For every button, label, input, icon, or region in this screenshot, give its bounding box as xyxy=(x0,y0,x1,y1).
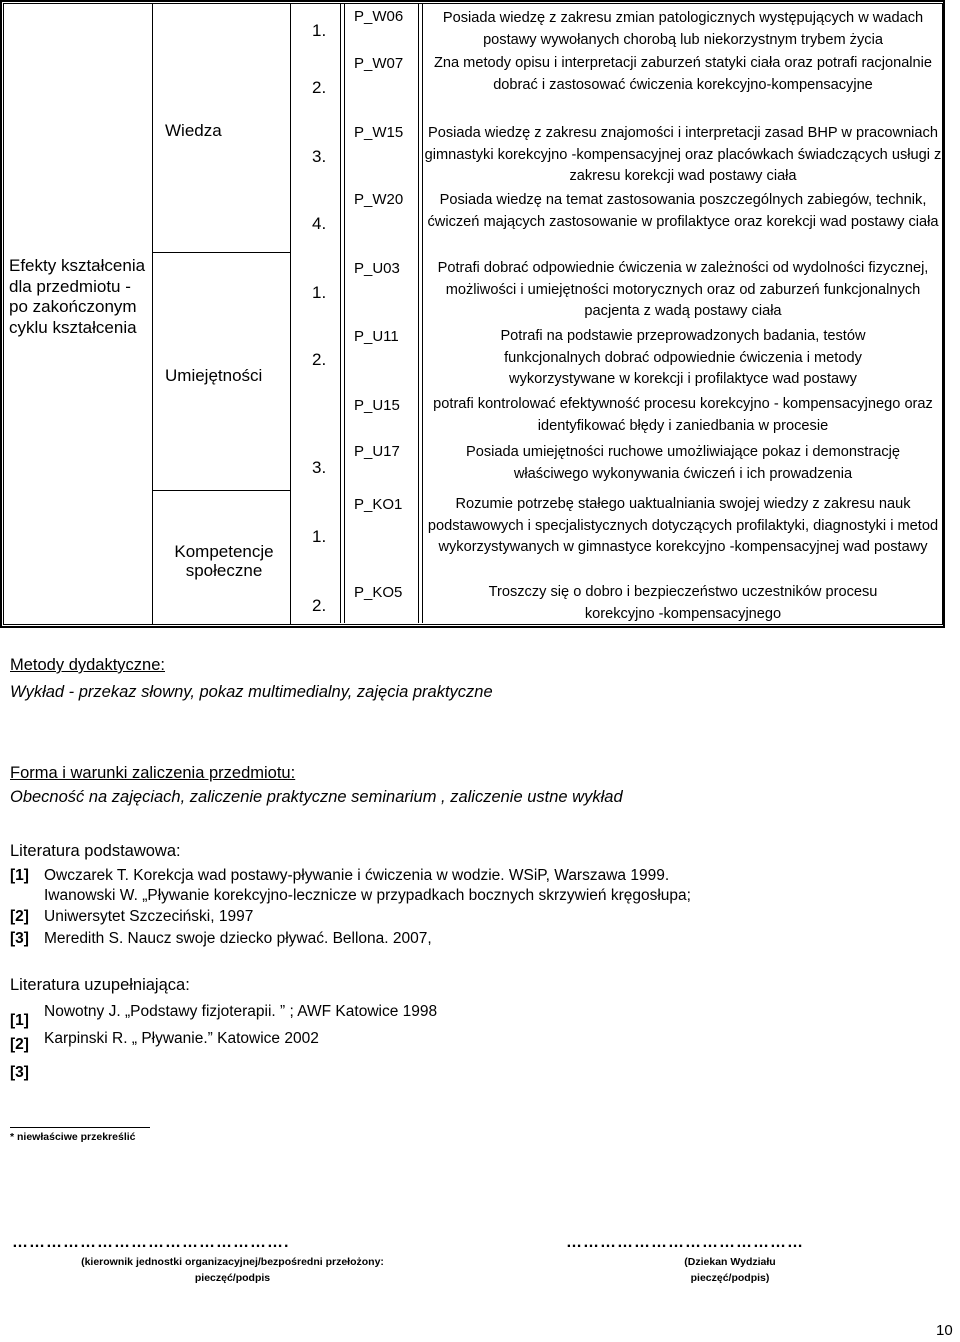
effect-code: P_W06 xyxy=(354,8,404,25)
row-number: 1. xyxy=(312,527,327,546)
literature-item: Nowotny J. „Podstawy fizjoterapii. ” ; AWF Katowice 1998 xyxy=(44,1003,438,1020)
literature-number: [3] xyxy=(10,930,29,947)
effect-description: Potrafi na podstawie przeprowadzonych badania, testów funkcjonalnych dobrać odpowiednie ćwiczenia i metody wykorzystywane w korekcji i profilaktyce wad postawy xyxy=(500,328,866,387)
literature-number: [1] xyxy=(10,867,29,884)
signature-line-right: …………………………………… xyxy=(566,1234,804,1251)
table-hline xyxy=(152,490,290,491)
signature-caption-left: (kierownik jednostki organizacyjnej/bezpośredni przełożony: xyxy=(81,1256,384,1268)
methods-text: Wykład - przekaz słowny, pokaz multimedialny, zajęcia praktyczne xyxy=(10,683,493,701)
methods-title: Metody dydaktyczne: xyxy=(10,656,165,674)
table-vline xyxy=(290,3,291,625)
effect-code: P_U15 xyxy=(354,397,400,414)
table-vline xyxy=(418,3,419,623)
effect-code: P_W07 xyxy=(354,55,404,72)
page-number: 10 xyxy=(936,1322,953,1339)
effect-code: P_W15 xyxy=(354,124,404,141)
effect-description: Posiada wiedzę z zakresu znajomości i interpretacji zasad BHP w pracowniach gimnastyki korekcyjno -kompensacyjnej oraz placówkach świadczących usługi z zakresu korekcji wad postawy ciała xyxy=(424,125,942,184)
signature-caption-left-2: pieczęć/podpis xyxy=(194,1272,271,1284)
row-number: 2. xyxy=(312,350,327,369)
category-knowledge: Wiedza xyxy=(165,121,222,140)
literature-number: [3] xyxy=(10,1064,29,1081)
supplementary-literature-title: Literatura uzupełniająca: xyxy=(10,976,190,994)
effect-description: Posiada umiejętności ruchowe umożliwiające pokaz i demonstrację właściwego wykonywania ćwiczeń i ich prowadzenia xyxy=(466,444,900,482)
effect-description: Posiada wiedzę na temat zastosowania poszczególnych zabiegów, technik, ćwiczeń mających zastosowanie w profilaktyce oraz korekcji wad postawy ciała xyxy=(427,192,939,230)
table-vline xyxy=(340,3,341,623)
signature-line-left: …………………………………………. xyxy=(12,1234,290,1251)
signature-caption-right: (Dziekan Wydziału xyxy=(684,1256,776,1268)
row-number: 3. xyxy=(312,458,327,477)
table-vline xyxy=(152,3,153,625)
effect-description: Posiada wiedzę z zakresu zmian patologicznych występujących w wadach postawy wywołanych chorobą lub niekorzystnym trybem życia xyxy=(442,10,924,48)
effect-description: Troszczy się o dobro i bezpieczeństwo uczestników procesu korekcyjno -kompensacyjnego xyxy=(488,584,878,622)
basic-literature-title: Literatura podstawowa: xyxy=(10,842,181,860)
row-number: 4. xyxy=(312,214,327,233)
category-competences: Kompetencje społeczne xyxy=(174,542,274,580)
literature-number: [1] xyxy=(10,1012,29,1029)
literature-item: Uniwersytet Szczeciński, 1997 xyxy=(44,908,254,925)
effect-code: P_KO5 xyxy=(354,584,403,601)
effect-description: potrafi kontrolować efektywność procesu korekcyjno - kompensacyjnego oraz identyfikować błędy i zaniedbania w procesie xyxy=(433,396,933,434)
literature-item: Meredith S. Naucz swoje dziecko pływać. Bellona. 2007, xyxy=(44,930,432,947)
effects-main-label: Efekty kształcenia dla przedmiotu - po zakończonym cyklu kształcenia xyxy=(9,256,146,337)
literature-item: Iwanowski W. „Pływanie korekcyjno-lecznicze w przypadkach bocznych skrzywień kręgosłupa; xyxy=(44,887,691,904)
row-number: 3. xyxy=(312,147,327,166)
assessment-text: Obecność na zajęciach, zaliczenie praktyczne seminarium , zaliczenie ustne wykład xyxy=(10,788,623,806)
assessment-title: Forma i warunki zaliczenia przedmiotu: xyxy=(10,764,296,782)
effect-code: P_U17 xyxy=(354,443,400,460)
effect-description: Zna metody opisu i interpretacji zaburzeń statyki ciała oraz potrafi racjonalnie dobrać i zastosować ćwiczenia korekcyjno-kompensacyjne xyxy=(433,55,933,93)
row-number: 2. xyxy=(312,78,327,97)
literature-number: [2] xyxy=(10,1036,29,1053)
footnote: * niewłaściwe przekreślić xyxy=(10,1131,136,1143)
row-number: 1. xyxy=(312,21,327,40)
effect-code: P_W20 xyxy=(354,191,404,208)
table-hline xyxy=(152,252,290,253)
literature-item: Karpinski R. „ Pływanie.” Katowice 2002 xyxy=(44,1030,319,1047)
literature-item: Owczarek T. Korekcja wad postawy-pływanie i ćwiczenia w wodzie. WSiP, Warszawa 1999. xyxy=(44,867,670,884)
effect-description: Rozumie potrzebę stałego uaktualniania swojej wiedzy z zakresu nauk podstawowych i specjalistycznych dotyczących profilaktyki, diagnostyki i metod wykorzystywanych w gimnastyce korekcyjno -kompensacyjnej wad postawy xyxy=(427,496,939,555)
row-number: 1. xyxy=(312,283,327,302)
effect-description: Potrafi dobrać odpowiednie ćwiczenia w zależności od wydolności fizycznej, możliwości i umiejętności motorycznych oraz od zaburzeń funkcjonalnych pacjenta z wadą postawy ciała xyxy=(437,260,929,319)
effect-code: P_U11 xyxy=(354,328,399,345)
signature-caption-right-2: pieczęć/podpis) xyxy=(690,1272,770,1284)
footnote-rule xyxy=(10,1127,150,1128)
category-skills: Umiejętności xyxy=(165,366,263,385)
table-vline xyxy=(344,3,345,623)
row-number: 2. xyxy=(312,596,327,615)
effect-code: P_KO1 xyxy=(354,496,403,513)
literature-number: [2] xyxy=(10,908,29,925)
effect-code: P_U03 xyxy=(354,260,400,277)
